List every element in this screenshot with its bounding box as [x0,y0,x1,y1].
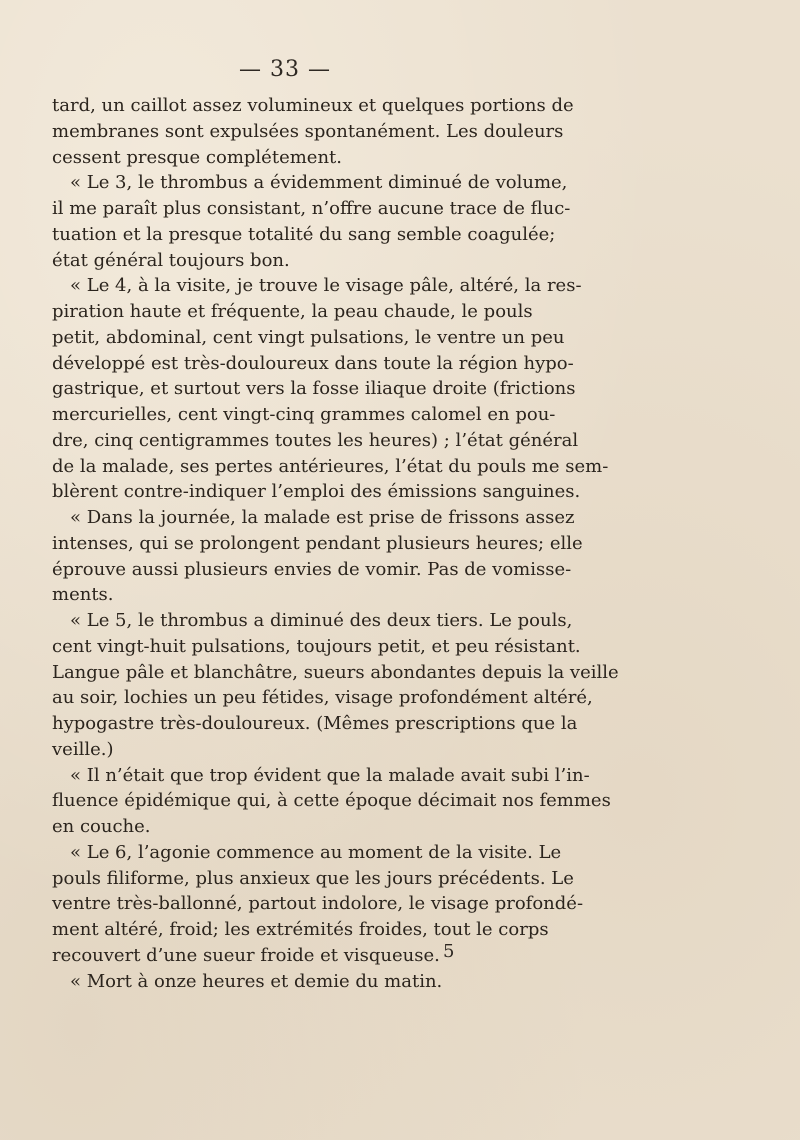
text-line: état général toujours bon. [52,249,290,271]
text-line: développé est très-douloureux dans toute la région hypo- [52,352,574,374]
text-line: cent vingt-huit pulsations, toujours petit, et peu résistant. [52,635,581,657]
text-line: en couche. [52,816,151,837]
text-line: « Dans la journée, la malade est prise de frissons assez [70,507,575,528]
text-line: « Le 3, le thrombus a évidemment diminué de volume, [70,172,568,194]
text-line: ments. [52,584,114,606]
text-line: hypogastre très-douloureux. (Mêmes prescriptions que la [52,713,578,734]
text-line: « Il n’était que trop évident que la malade avait subi l’in- [70,764,590,786]
text-line: Langue pâle et blanchâtre, sueurs abondantes depuis la veille [52,661,619,683]
text-line: gastrique, et surtout vers la fosse iliaque droite (frictions [52,378,576,400]
text-line: dre, cinq centigrammes toutes les heures) ; l’état général [52,429,579,451]
text-line: « Le 5, le thrombus a diminué des deux tiers. Le pouls, [70,610,573,631]
text-line: éprouve aussi plusieurs envies de vomir. Pas de vomisse- [52,558,572,580]
body-text [52,93,619,994]
text-line: veille.) [52,738,114,760]
text-line: intenses, qui se prolongent pendant plusieurs heures; elle [52,532,583,554]
text-line: au soir, lochies un peu fétides, visage profondément altéré, [52,687,593,709]
text-line: mercurielles, cent vingt-cinq grammes calomel en pou- [52,404,556,425]
text-line: recouvert d’une sueur froide et visqueuse. [52,944,440,966]
text-line: blèrent contre-indiquer l’emploi des émissions sanguines. [52,481,581,503]
text-line: piration haute et fréquente, la peau chaude, le pouls [52,301,533,322]
text-line: ventre très-ballonné, partout indolore, le visage profondé- [52,893,584,915]
text-line: pouls filiforme, plus anxieux que les jours précédents. Le [52,867,574,889]
page-number-header: — 33 — [239,57,331,82]
text-line: tard, un caillot assez volumineux et quelques portions de [52,95,574,116]
text-line: membranes sont expulsées spontanément. Les douleurs [52,120,564,142]
text-line: il me paraît plus consistant, n’offre aucune trace de fluc- [52,198,571,219]
signature-mark: 5 [443,941,455,962]
text-line: « Le 6, l’agonie commence au moment de la visite. Le [70,841,562,863]
text-line: petit, abdominal, cent vingt pulsations, le ventre un peu [52,326,565,348]
text-line: cessent presque complétement. [52,146,342,168]
text-line: « Le 4, à la visite, je trouve le visage pâle, altéré, la res- [70,275,582,297]
text-line: ment altéré, froid; les extrémités froides, tout le corps [52,919,549,940]
text-line: fluence épidémique qui, à cette époque décimait nos femmes [52,790,611,812]
text-line: de la malade, ses pertes antérieures, l’état du pouls me sem- [52,455,609,477]
text-line: tuation et la presque totalité du sang semble coagulée; [52,223,556,245]
text-line: « Mort à onze heures et demie du matin. [70,970,443,992]
